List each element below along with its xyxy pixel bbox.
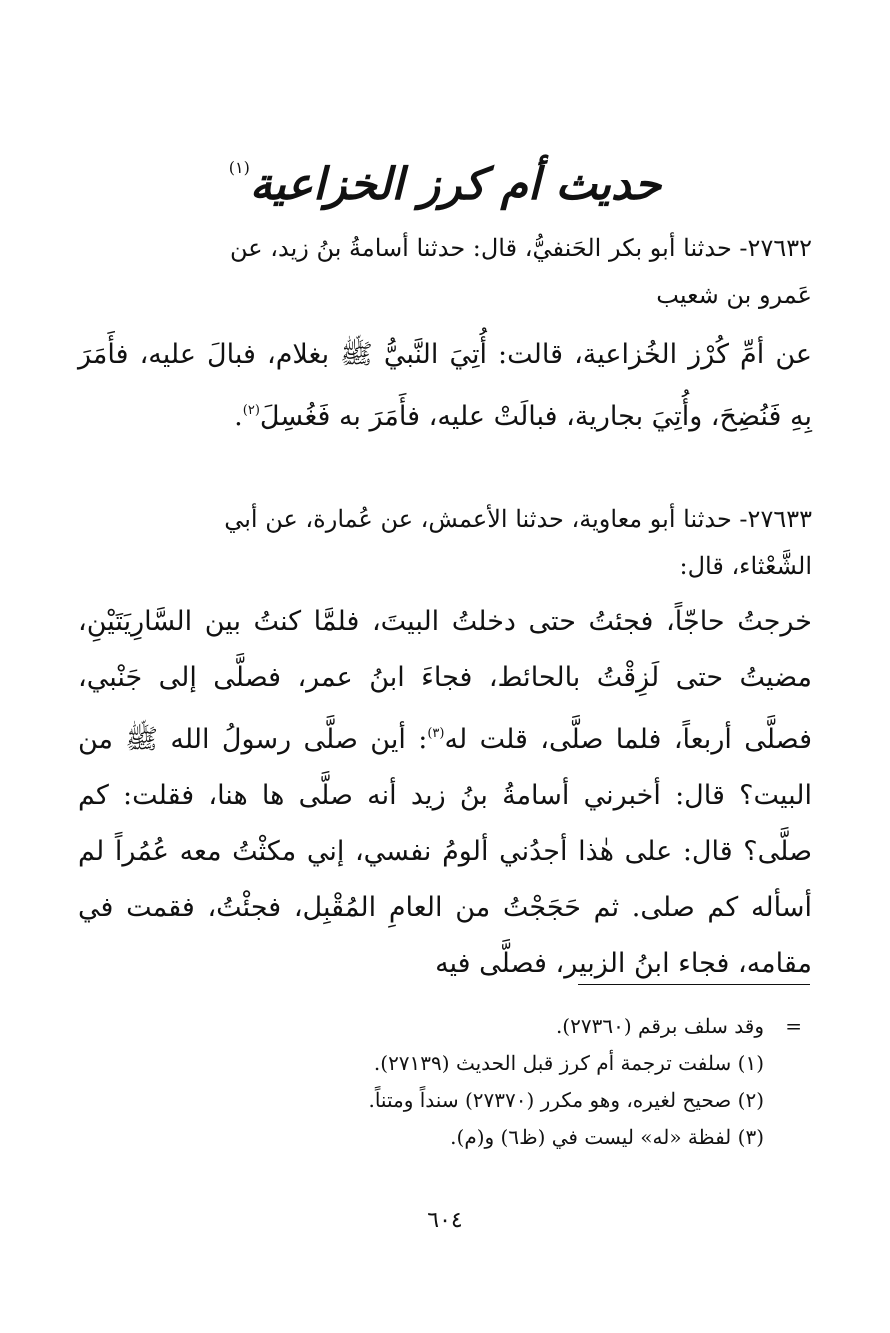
footnote-2: (٢) صحيح لغيره، وهو مكرر (٢٧٣٧٠) سنداً ومتناً. [368,1088,764,1112]
footnote-ref-2: (٢) [242,403,260,418]
isnad-line-2: الشَّعْثاء، قال: [679,552,812,580]
footnote-3: (٣) لفظة «له» ليست في (ظ٦) و(م). [450,1125,764,1149]
isnad-line-1: ٢٧٦٣٢- حدثنا أبو بكر الحَنفيُّ، قال: حدثنا أسامةُ بنُ زيد، عن [230,234,812,262]
isnad-line-2: عَمرو بن شعيب [656,281,812,309]
title-footnote-ref: (١) [228,158,250,177]
page-number: ٦٠٤ [427,1208,463,1233]
matn-text: عن أمِّ كُرْز الخُزاعية، قالت: أُتِيَ النَّبيُّ ﷺ بغلام، فبالَ عليه، فأَمَرَ بِهِ فَنُضِحَ، وأُتِيَ بجارية، فبالَتْ عليه، فأَمَرَ به فَغُسِلَ [78,339,812,432]
hadith-27632-isnad [78,225,812,319]
matn-text-part-2: : أين صلَّى رسولُ الله ﷺ من البيت؟ قال: أخبرني أسامةُ بنُ زيد أنه صلَّى ها هنا، فقلت: كم صلَّى؟ قال: على هٰذا أجدُني ألومُ نفسي، إني مكثْتُ معه عُمُراً لم أسأله كم صلى. ثم حَجَجْتُ من العامِ المُقْبِل، فجئْتُ، فقمت في مقامه، فجاء ابنُ الزبير، فصلَّى فيه [78,724,812,979]
footnote-ref-3: (٣) [427,726,445,741]
matn-end: . [234,401,243,432]
matn-text-part-1: خرجتُ حاجّاً، فجئتُ حتى دخلتُ البيتَ، فلمَّا كنتُ بين السَّارِيَتَيْنِ، مضيتُ حتى لَزِقْتُ بالحائط، فجاءَ ابنُ عمر، فصلَّى إلى جَنْبي، فصلَّى أربعاً، فلما صلَّى، قلت له [78,606,813,755]
hadith-27633-isnad [78,496,812,590]
footnote-separator [578,984,810,985]
chapter-title-text: حديث أم كرز الخزاعية [249,159,662,210]
footnote-continuation [90,1008,802,1045]
chapter-title [0,128,890,225]
continuation-mark: = [785,1014,802,1038]
continuation-text: وقد سلف برقم (٢٧٣٦٠). [555,1014,764,1038]
hadith-27632-matn [78,327,812,445]
isnad-line-1: ٢٧٦٣٣- حدثنا أبو معاوية، حدثنا الأعمش، عن عُمارة، عن أبي [224,505,812,533]
hadith-27633-matn [78,594,812,992]
footnote-1: (١) سلفت ترجمة أم كرز قبل الحديث (٢٧١٣٩). [373,1051,764,1075]
footnotes [90,1008,802,1156]
